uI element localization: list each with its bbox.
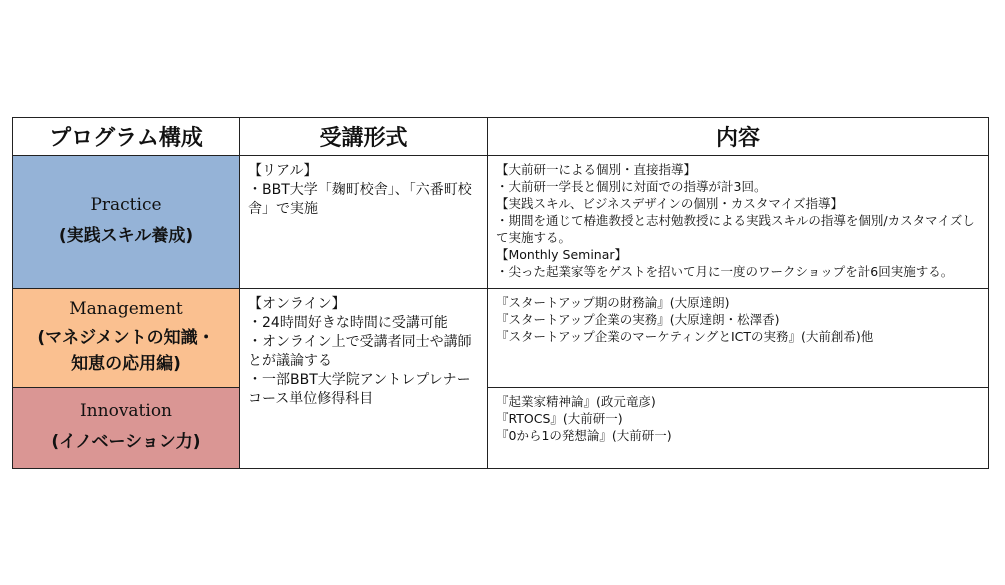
content-line: 【Monthly Seminar】: [496, 247, 628, 262]
content-practice: [488, 156, 989, 289]
content-line: 『0から1の発想論』(大前研一): [496, 428, 672, 443]
format-line: ・一部BBT大学院アントレプレナーコース単位修得科目: [248, 372, 471, 407]
content-line: 【実践スキル、ビジネスデザインの個別・カスタマイズ指導】: [496, 196, 844, 211]
format-line: 【リアル】: [248, 163, 318, 179]
content-line: ・大前研一学長と個別に対面での指導が計3回。: [496, 179, 767, 194]
row-practice: [13, 156, 989, 289]
content-line: ・期間を通じて椿進教授と志村勉教授による実践スキルの指導を個別/カスタマイズして実施する。: [496, 213, 975, 245]
category-innovation: [13, 388, 240, 469]
content-line: 『スタートアップ企業のマーケティングとICTの実務』(大前創希)他: [496, 329, 874, 344]
content-management: [488, 289, 989, 388]
content-line: 『起業家精神論』(政元竜彦): [496, 394, 656, 409]
row-management: [13, 289, 989, 388]
row-innovation: [13, 388, 989, 469]
header-row: [13, 118, 989, 156]
header-program: プログラム構成: [13, 118, 240, 156]
content-line: ・尖った起業家等をゲストを招いて月に一度のワークショップを計6回実施する。: [496, 264, 954, 279]
format-line: ・24時間好きな時間に受講可能: [248, 315, 448, 331]
category-practice: [13, 156, 240, 289]
practice-jp: (実践スキル養成): [58, 226, 194, 246]
content-line: 【大前研一による個別・直接指導】: [496, 162, 697, 177]
format-online: [240, 289, 488, 469]
format-line: 【オンライン】: [248, 296, 346, 312]
content-line: 『スタートアップ期の財務論』(大原達朗): [496, 295, 730, 310]
format-line: ・オンライン上で受講者同士や講師とが議論する: [248, 334, 472, 369]
header-format: 受講形式: [240, 118, 488, 156]
content-innovation: [488, 388, 989, 469]
category-management: [13, 289, 240, 388]
header-content: 内容: [488, 118, 989, 156]
management-jp-2: 知恵の応用編): [71, 354, 181, 374]
format-practice: [240, 156, 488, 289]
innovation-jp: (イノベーション力): [51, 432, 201, 452]
management-en: Management: [69, 299, 183, 319]
content-line: 『RTOCS』(大前研一): [496, 411, 623, 426]
management-jp-1: (マネジメントの知識・: [37, 328, 215, 348]
program-table: [12, 117, 989, 469]
innovation-en: Innovation: [79, 401, 173, 421]
content-line: 『スタートアップ企業の実務』(大原達朗・松澤香): [496, 312, 780, 327]
practice-en: Practice: [90, 195, 162, 215]
format-line: ・BBT大学「麹町校舎」、「六番町校舎」で実施: [248, 182, 472, 217]
